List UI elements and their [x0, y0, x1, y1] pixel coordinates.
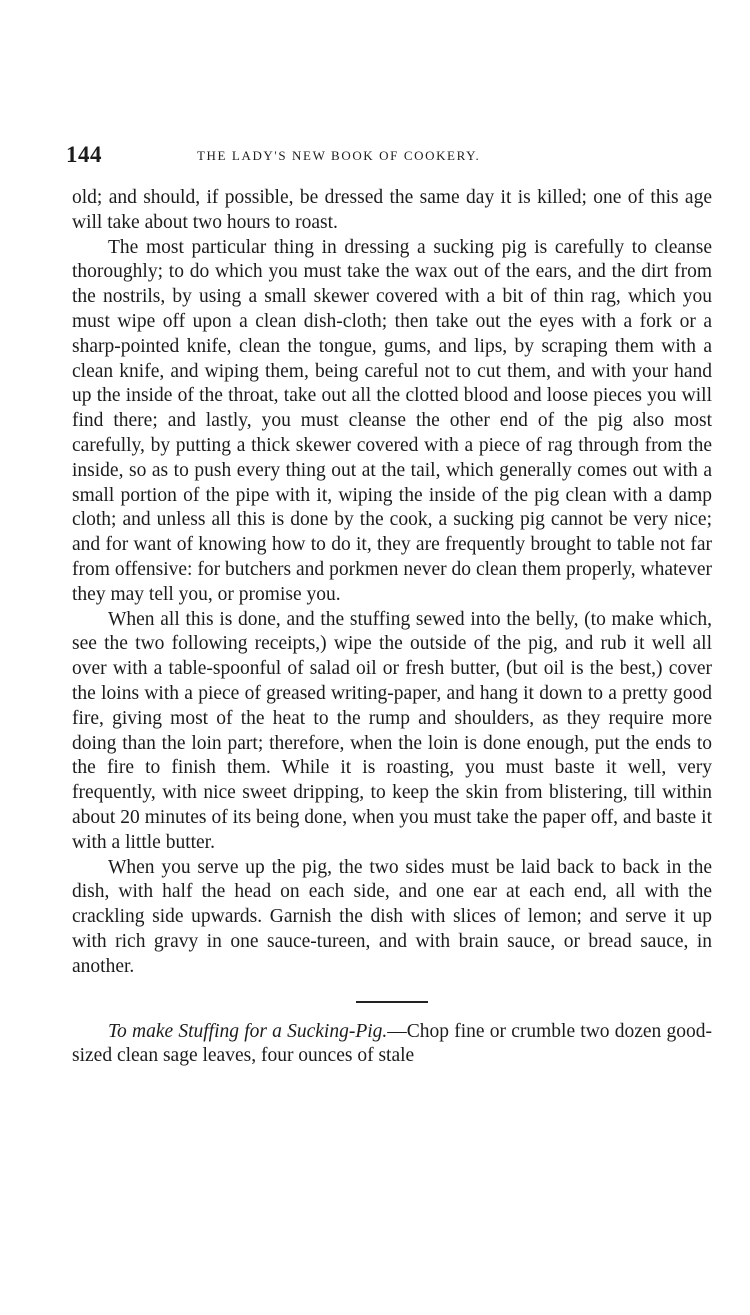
section-divider	[356, 1001, 428, 1003]
paragraph-continued: old; and should, if possible, be dressed the same day it is killed; one of this age will take about two hours to roast.	[72, 187, 712, 233]
page-number: 144	[66, 142, 102, 167]
paragraph-roasting: When all this is done, and the stuffing sewed into the belly, (to make which, see the two following receipts,) wipe the outside of the pig, and rub it well all over with a table-spoonful of salad oil or fresh butter, (but oil is the best,) cover the loins with a piece of greased writing-paper, and hang it down to a pretty good fire, giving most of the heat to the rump and shoulders, as they require more doing than the loin part; therefore, when the loin is done enough, put the ends to the fire to finish them. While it is roasting, you must baste it well, very frequently, with nice sweet dripping, to keep the skin from blistering, till within about 20 minutes of its being done, when you must take the paper off, and baste it with a little butter.	[72, 608, 712, 853]
running-head	[66, 140, 712, 176]
paragraph-cleansing: The most particular thing in dressing a sucking pig is carefully to cleanse thoroughly; to do which you must take the wax out of the ears, and the dirt from the nostrils, by using a small skewer covered with a bit of thin rag, which you must wipe off upon a clean dish-cloth; then take out the eyes with a fork or a sharp-pointed knife, clean the tongue, gums, and lips, by scraping them with a clean knife, and wiping them, being careful not to cut them, and with your hand up the inside of the throat, take out all the clotted blood and loose pieces you will find there; and lastly, you must cleanse the other end of the pig also most carefully, by putting a thick skewer covered with a piece of rag through from the inside, so as to push every thing out at the tail, which generally comes out with a small portion of the pipe with it, wiping the inside of the pig clean with a damp cloth; and unless all this is done by the cook, a sucking pig cannot be very nice; and for want of knowing how to do it, they are frequently brought to table not far from offensive: for butchers and porkmen never do clean them properly, whatever they may tell you, or promise you.	[72, 236, 712, 605]
recipe-text: —Chop fine or crumble two dozen good-sized clean sage leaves, four ounces of stale	[72, 1020, 712, 1067]
running-title: THE LADY'S NEW BOOK OF COOKERY.	[197, 148, 481, 163]
recipe-title: To make Stuffing for a Sucking-Pig.	[108, 1020, 388, 1042]
book-page	[66, 140, 712, 1069]
recipe-paragraph	[72, 1020, 712, 1070]
paragraph-serving: When you serve up the pig, the two sides must be laid back to back in the dish, with half the head on each side, and one ear at each end, all with the crackling side upwards. Garnish the dish with slices of lemon; and serve it up with rich gravy in one sauce-tureen, and with brain sauce, or bread sauce, in another.	[72, 856, 712, 977]
